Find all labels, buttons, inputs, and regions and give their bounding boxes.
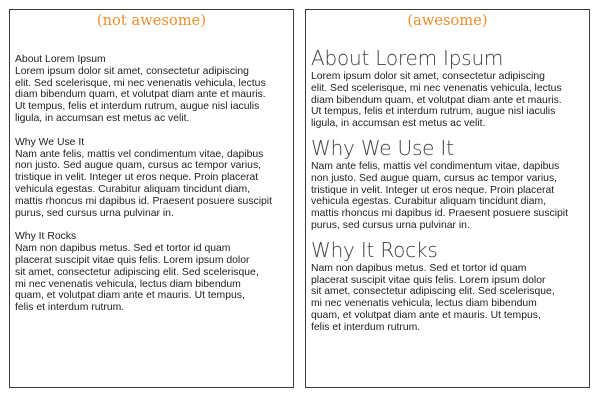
panel-label-not-awesome: (not awesome): [96, 13, 207, 29]
section-about: [15, 54, 289, 125]
section-body: Nam non dapibus metus. Sed et tortor id quam placerat suscipit vitae quis felis. Lorem ipsum dolor sit amet, consectetur adipiscing elit. Sed scelerisque, mi nec venenatis vehicula, lectus diam bibendum quam, et volutpat diam ante et mauris. Ut tempus, felis et interdum rutrum.: [311, 262, 555, 333]
section-heading: About Lorem Ipsum: [311, 46, 504, 70]
section-heading: Why We Use It: [15, 136, 85, 148]
section-why-it-rocks: [15, 231, 289, 314]
section-heading: Why It Rocks: [15, 231, 77, 243]
awesome-panel: [305, 9, 590, 388]
section-heading: Why We Use It: [311, 135, 454, 160]
section-body: Nam ante felis, mattis vel condimentum vitae, dapibus non justo. Sed augue quam, cursus ac tempor varius, tristique in velit. Integer ut eros neque. Proin placerat vehicula egestas. Curabitur aliquam tincidunt diam, mattis rhoncus mi dapibus id. Praesent posuere suscipit purus, sed cursus urna pulvinar in.: [311, 160, 569, 231]
section-why-it-rocks: [311, 238, 585, 334]
section-about: [311, 46, 585, 130]
section-why-we-use-it: [15, 137, 289, 220]
panel-label-awesome: (awesome): [407, 13, 488, 29]
styled-content: [311, 46, 585, 340]
not-awesome-panel: [9, 9, 294, 388]
section-heading: Why It Rocks: [311, 237, 438, 262]
section-body: Nam non dapibus metus. Sed et tortor id quam placerat suscipit vitae quis felis. Lorem ipsum dolor sit amet, consectetur adipiscing elit. Sed scelerisque, mi nec venenatis vehicula, lectus diam bibendum quam, et volutpat diam ante et mauris. Ut tempus, felis et interdum rutrum.: [15, 243, 259, 314]
section-why-we-use-it: [311, 136, 585, 232]
section-body: Lorem ipsum dolor sit amet, consectetur adipiscing elit. Sed scelerisque, mi nec venenatis vehicula, lectus diam bibendum quam, et volutpat diam ante et mauris. Ut tempus, felis et interdum rutrum, augue nisl iaculis ligula, in accumsan est metus ac velit.: [15, 65, 266, 124]
section-heading: About Lorem Ipsum: [15, 54, 106, 65]
section-body: Lorem ipsum dolor sit amet, consectetur adipiscing elit. Sed scelerisque, mi nec venenatis vehicula, lectus diam bibendum quam, et volutpat diam ante et mauris. Ut tempus, felis et interdum rutrum, augue nisl iaculis ligula, in accumsan est metus ac velit.: [311, 71, 562, 130]
section-body: Nam ante felis, mattis vel condimentum vitae, dapibus non justo. Sed augue quam, cursus ac tempor varius, tristique in velit. Integer ut eros neque. Proin placerat vehicula egestas. Curabitur aliquam tincidunt diam, mattis rhoncus mi dapibus id. Praesent posuere suscipit purus, sed cursus urna pulvinar in.: [15, 148, 273, 219]
plain-content: [15, 54, 289, 326]
